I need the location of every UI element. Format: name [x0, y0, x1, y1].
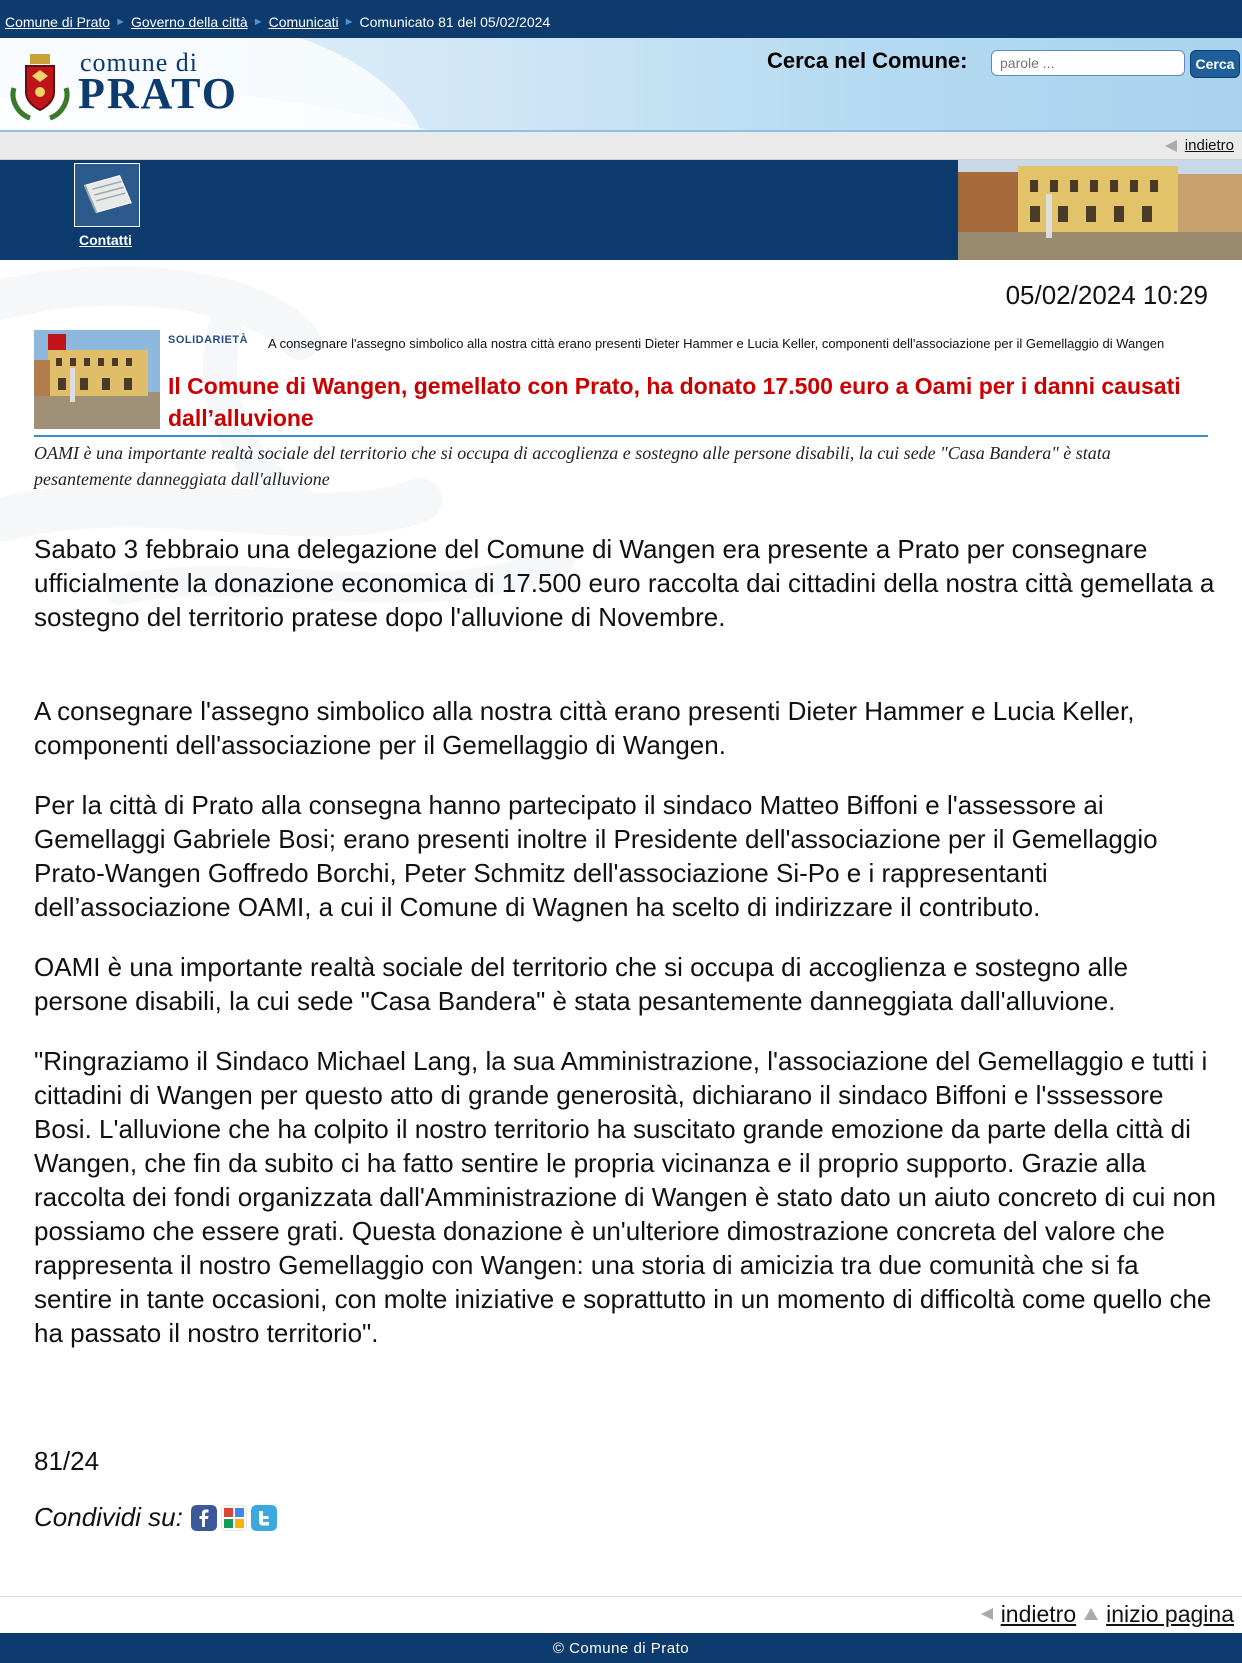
twitter-icon[interactable]: [251, 1505, 277, 1531]
breadcrumb-home-link[interactable]: Comune di Prato: [5, 14, 111, 30]
breadcrumb-arrow-icon: ►: [252, 16, 264, 28]
article-body: [34, 532, 1219, 1376]
footer-copyright: © Comune di Prato: [552, 1639, 690, 1657]
back-arrow-icon: [1165, 140, 1177, 152]
back-arrow-icon: [981, 1608, 993, 1620]
breadcrumb-comunicati-link[interactable]: Comunicati: [268, 14, 339, 30]
site-header: [0, 38, 1242, 132]
breadcrumb-arrow-icon: ►: [343, 16, 355, 28]
article-paragraph: "Ringraziamo il Sindaco Michael Lang, la sua Amministrazione, l'associazione del Gemellaggio e tutti i cittadini di Wangen per questo atto di grande generosità, dichiarano il sindaco Biffoni e l'sssessore Bosi. L'alluvione che ha colpito il nostro territorio ha suscitato grande emozione da parte della città di Wangen, che fin da subito ci ha fatto sentire le propria vicinanza e il proprio supporto. Grazie alla raccolta dei fondi organizzata dall'Amministrazione di Wangen è stato dato un aiuto concreto di cui non possiamo che essere grati. Questa donazione è un'ulteriore dimostrazione concreta del valore che rappresenta il nostro Gemellaggio con Wangen: una storia di amicizia tra due comunità che si fa sentire in tante occasioni, con molte iniziative e soprattutto in un momento di difficoltà come quello che ha passato il nostro territorio".: [34, 1046, 1216, 1348]
up-arrow-icon: [1084, 1608, 1098, 1620]
logo-small-text: comune di: [80, 48, 199, 77]
breadcrumb-arrow-icon: ►: [115, 16, 126, 28]
google-icon[interactable]: [221, 1505, 247, 1531]
nav-band: [0, 160, 1242, 260]
breadcrumb-governo-link[interactable]: Governo della città: [130, 14, 248, 30]
article-title: Il Comune di Wangen, gemellato con Prato, ha donato 17.500 euro a Oami per i danni causati dall’alluvione: [168, 373, 1181, 431]
article-paragraph: Sabato 3 febbraio una delegazione del Comune di Wangen era presente a Prato per consegnare ufficialmente la donazione economica di 17.500 euro raccolta dai cittadini della nostra città gemellata a sostegno del territorio pratese dopo l'alluvione di Novembre.: [34, 534, 1215, 632]
back-link-top[interactable]: indietro: [1184, 137, 1234, 154]
search-button[interactable]: Cerca: [1190, 50, 1240, 78]
press-release-number: 81/24: [34, 1446, 100, 1476]
article-summary: A consegnare l'assegno simbolico alla nostra città erano presenti Dieter Hammer e Lucia Keller, componenti dell'associazione per il Gemellaggio di Wangen: [268, 336, 1165, 351]
footer: [0, 1633, 1242, 1663]
article-paragraph: Per la città di Prato alla consegna hanno partecipato il sindaco Matteo Biffoni e l'assessore ai Gemellaggi Gabriele Bosi; erano presenti inoltre il Presidente dell'associazione per il Gemellaggio Prato-Wangen Goffredo Borchi, Peter Schmitz dell'associazione Si-Po e i rappresentanti dell’associazione OAMI, a cui il Comune di Wagnen ha scelto di indirizzare il contributo.: [34, 790, 1158, 922]
article-subtitle: OAMI è una importante realtà sociale del territorio che si occupa di accoglienza e sostegno alle persone disabili, la cui sede "Casa Bandera" è stata pesantemente danneggiata dall'alluvione: [34, 443, 1111, 489]
search-label: Cerca nel Comune:: [767, 48, 968, 73]
share-label: Condividi su:: [34, 1502, 183, 1532]
share-bar: [34, 1502, 277, 1533]
contacts-book-icon[interactable]: [74, 163, 140, 227]
breadcrumb: [0, 6, 1242, 38]
back-link-bottom[interactable]: indietro: [1000, 1600, 1077, 1627]
facebook-icon[interactable]: [191, 1505, 217, 1531]
main-content: [0, 260, 1242, 1589]
search-input[interactable]: [991, 50, 1185, 76]
top-of-page-link[interactable]: inizio pagina: [1106, 1600, 1234, 1627]
article-thumbnail[interactable]: [34, 330, 160, 429]
article-paragraph: A consegnare l'assegno simbolico alla nostra città erano presenti Dieter Hammer e Lucia Keller, componenti dell'associazione per il Gemellaggio di Wangen.: [34, 696, 1135, 760]
article-paragraph: OAMI è una importante realtà sociale del territorio che si occupa di accoglienza e sostegno alle persone disabili, la cui sede "Casa Bandera" è stata pesantemente danneggiata dall'alluvione.: [34, 952, 1129, 1016]
title-divider: [34, 435, 1208, 437]
contacts-link[interactable]: Contatti: [79, 232, 132, 248]
logo-big-text: PRATO: [78, 69, 238, 118]
coat-of-arms-icon[interactable]: [8, 48, 72, 122]
piazza-photo: [958, 160, 1242, 260]
sub-bar: [0, 132, 1242, 160]
article-datetime: 05/02/2024 10:29: [1005, 280, 1208, 310]
bottom-links: [0, 1596, 1242, 1631]
article-category: SOLIDARIETÀ: [168, 334, 249, 346]
breadcrumb-current: Comunicato 81 del 05/02/2024: [359, 14, 551, 30]
